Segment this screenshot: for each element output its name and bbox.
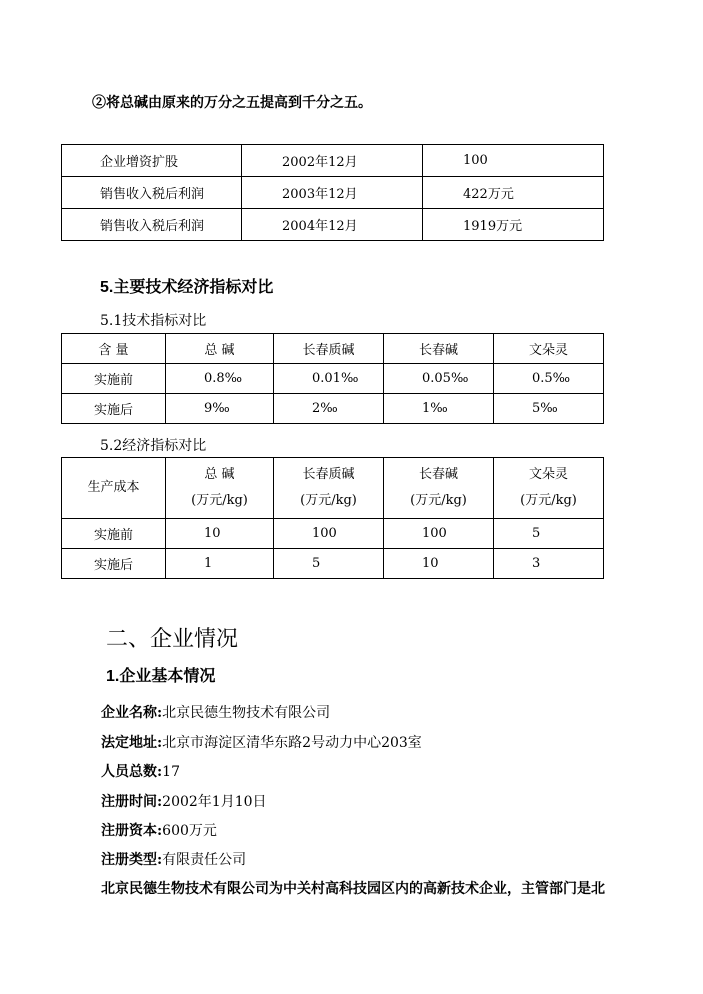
- table-cell: 0.8‰: [166, 364, 274, 394]
- row-label: 实施前: [62, 364, 166, 394]
- table-cell: 5‰: [494, 394, 604, 424]
- cell-amount: 422万元: [423, 177, 604, 209]
- cell-date: 2002年12月: [242, 145, 423, 177]
- header-name: 总 碱: [204, 467, 235, 482]
- header-cell: 生产成本: [62, 458, 166, 519]
- info-value: 600万元: [162, 823, 217, 839]
- info-registration-type: [101, 849, 246, 869]
- info-value: 17: [162, 764, 180, 780]
- table-cell: 0.01‰: [274, 364, 384, 394]
- header-unit: (万元/kg): [520, 493, 577, 508]
- header-cell: 含 量: [62, 334, 166, 364]
- econ-table-title: 5.2经济指标对比: [100, 438, 207, 454]
- header-cell: [166, 458, 274, 519]
- table-cell: 1: [166, 549, 274, 579]
- info-label: 企业名称:: [101, 705, 163, 721]
- cell-item: 销售收入税后利润: [62, 209, 242, 241]
- info-label: 人员总数:: [101, 764, 163, 780]
- table-row: [62, 394, 604, 424]
- info-value: 北京民德生物技术有限公司: [162, 705, 331, 721]
- header-cell: 文朵灵: [494, 334, 604, 364]
- table-cell: 100: [274, 519, 384, 549]
- investment-table: [61, 144, 604, 241]
- header-cell: [274, 458, 384, 519]
- chapter-heading: 二、企业情况: [106, 627, 239, 652]
- table-header-row: [62, 458, 604, 519]
- header-name: 文朵灵: [528, 467, 568, 482]
- info-registration-date: [101, 791, 267, 811]
- table-cell: 9‰: [166, 394, 274, 424]
- section5-heading: 5.主要技术经济指标对比: [100, 279, 274, 296]
- cell-date: 2003年12月: [242, 177, 423, 209]
- info-staff-count: [101, 761, 180, 781]
- table-cell: 10: [166, 519, 274, 549]
- info-value: 北京市海淀区清华东路2号动力中心203室: [162, 735, 422, 751]
- header-name: 长春碱: [418, 467, 458, 482]
- table-row: [62, 549, 604, 579]
- table-cell: 5: [274, 549, 384, 579]
- note-text: ②将总碱由原来的万分之五提高到千分之五。: [92, 95, 372, 111]
- row-label: 实施后: [62, 394, 166, 424]
- table-row: [62, 209, 604, 241]
- cell-amount: 1919万元: [423, 209, 604, 241]
- header-cell: 总 碱: [166, 334, 274, 364]
- cell-date: 2004年12月: [242, 209, 423, 241]
- header-unit: (万元/kg): [191, 493, 248, 508]
- table-cell: 5: [494, 519, 604, 549]
- cell-item: 企业增资扩股: [62, 145, 242, 177]
- row-label: 实施前: [62, 519, 166, 549]
- table-cell: 10: [384, 549, 494, 579]
- table-cell: 3: [494, 549, 604, 579]
- header-name: 长春质碱: [302, 467, 355, 482]
- table-cell: 1‰: [384, 394, 494, 424]
- info-address: [101, 732, 422, 752]
- table-row: [62, 364, 604, 394]
- info-value: 有限责任公司: [162, 852, 247, 868]
- header-unit: (万元/kg): [410, 493, 467, 508]
- info-company-name: [101, 702, 330, 722]
- tech-indicator-table: [61, 333, 604, 424]
- table-cell: 2‰: [274, 394, 384, 424]
- header-cell: [384, 458, 494, 519]
- cell-amount: 100: [423, 145, 604, 177]
- table-row: [62, 177, 604, 209]
- section-heading: 1.企业基本情况: [106, 668, 216, 685]
- company-description: 北京民德生物技术有限公司为中关村高科技园区内的高新技术企业，主管部门是北: [101, 881, 605, 897]
- info-value: 2002年1月10日: [162, 794, 267, 810]
- info-label: 注册时间:: [101, 794, 163, 810]
- header-cell: 长春质碱: [274, 334, 384, 364]
- table-row: [62, 519, 604, 549]
- header-unit: (万元/kg): [300, 493, 357, 508]
- header-cell: 长春碱: [384, 334, 494, 364]
- table-row: [62, 145, 604, 177]
- table-cell: 0.05‰: [384, 364, 494, 394]
- econ-indicator-table: [61, 457, 604, 579]
- table-header-row: [62, 334, 604, 364]
- info-label: 法定地址:: [101, 735, 163, 751]
- table-cell: 0.5‰: [494, 364, 604, 394]
- info-registered-capital: [101, 820, 217, 840]
- info-label: 注册资本:: [101, 823, 163, 839]
- table-cell: 100: [384, 519, 494, 549]
- cell-item: 销售收入税后利润: [62, 177, 242, 209]
- info-label: 注册类型:: [101, 852, 163, 868]
- tech-table-title: 5.1技术指标对比: [100, 313, 207, 329]
- header-cell: [494, 458, 604, 519]
- row-label: 实施后: [62, 549, 166, 579]
